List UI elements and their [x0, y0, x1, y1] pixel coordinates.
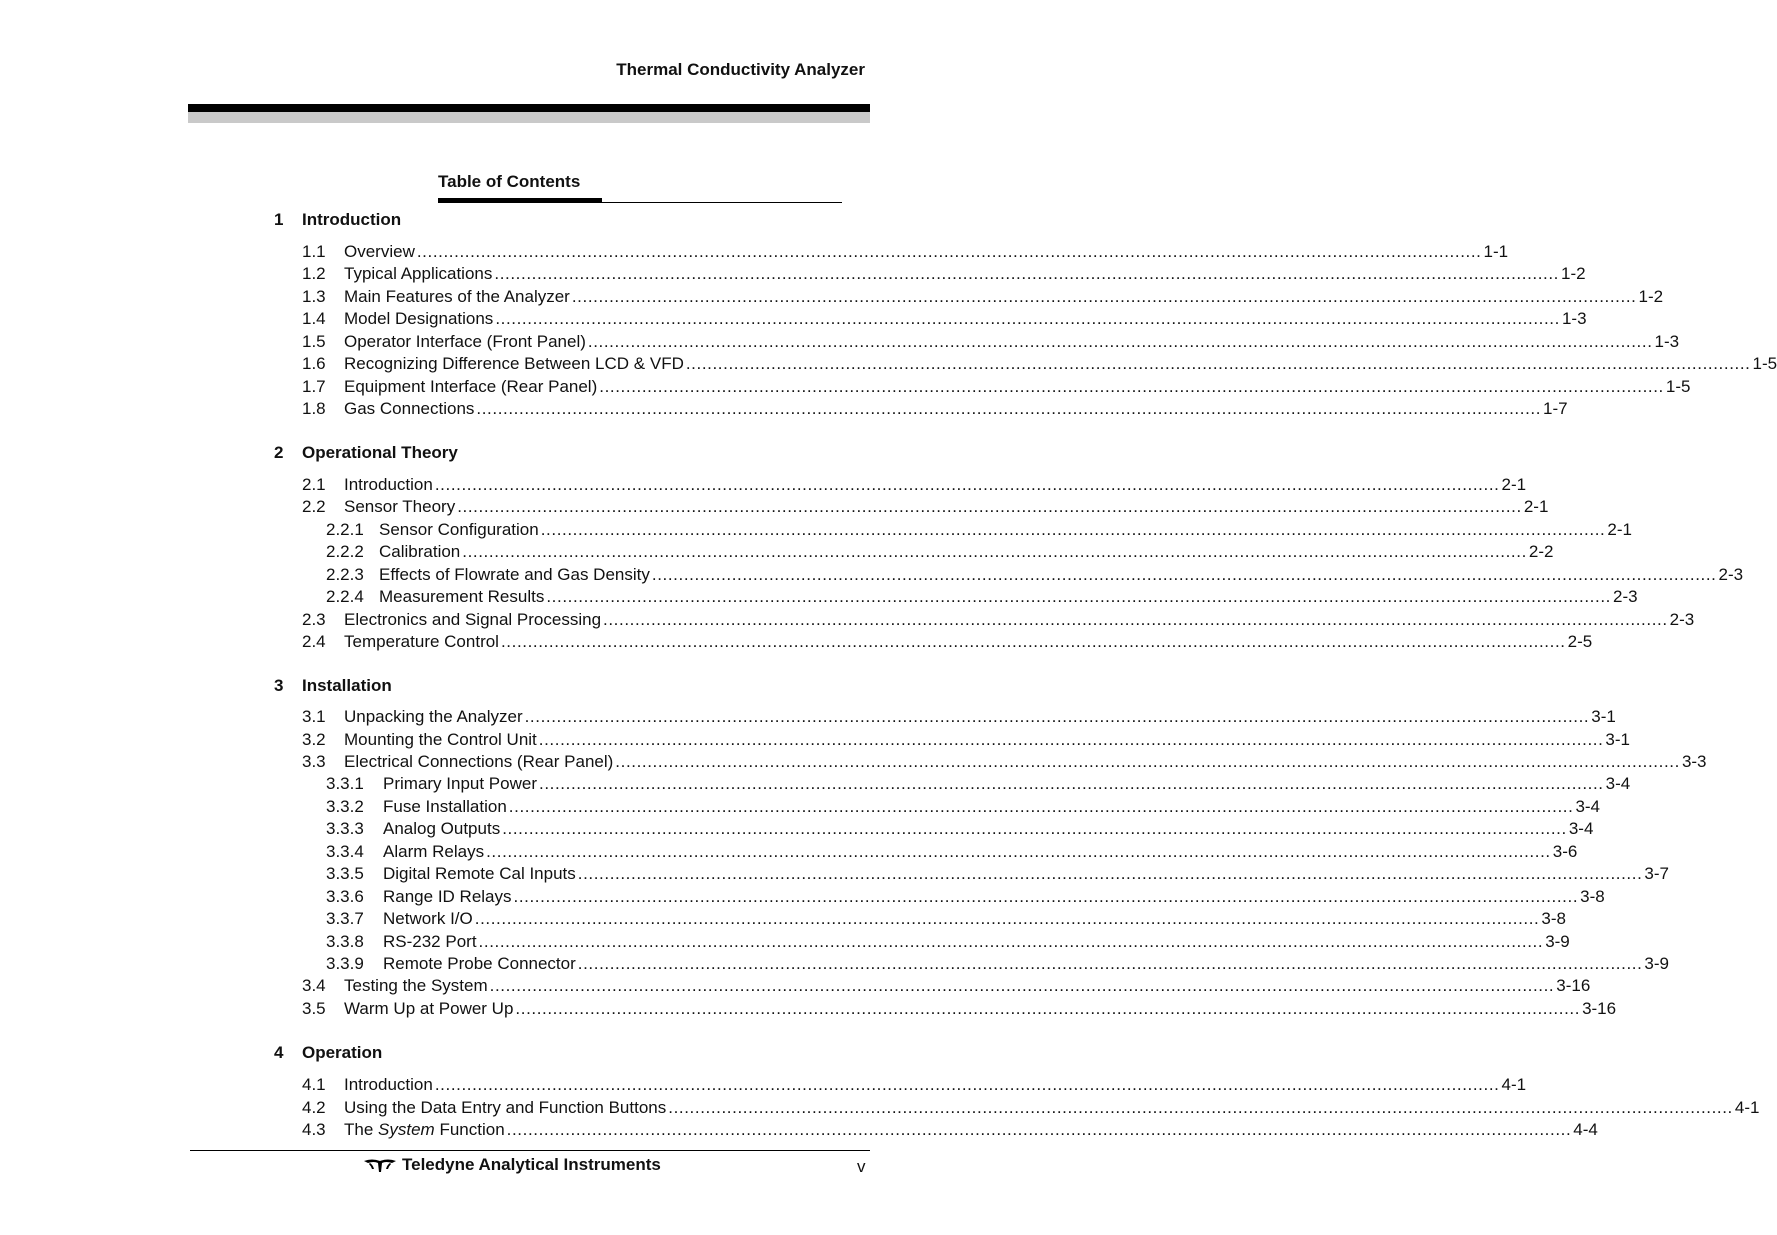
entry-title: Model Designations [344, 309, 494, 329]
entry-title: Gas Connections [344, 399, 475, 419]
dot-leader: ........................................................................................................................................................................................................ [434, 1075, 1500, 1094]
dot-leader: ........................................................................................................................................................................................................ [571, 286, 1637, 306]
entry-page-number: 3-4 [1605, 774, 1631, 794]
header-rule-gray [188, 112, 870, 123]
section-title: Operational Theory [302, 443, 458, 462]
entry-number: 3.3.8 [326, 931, 364, 951]
dot-leader: ........................................................................................................................................................................................................ [603, 609, 1668, 629]
toc-entry[interactable] [302, 1119, 1598, 1141]
entry-title: Primary Input Power [383, 774, 537, 794]
toc-entry[interactable] [302, 1097, 1760, 1119]
entry-page-number: 2-1 [1607, 519, 1632, 539]
entry-number: 3.3 [302, 751, 326, 771]
entry-title: Measurement Results [379, 587, 545, 607]
entry-title: Equipment Interface (Rear Panel) [344, 376, 598, 396]
dot-leader: ........................................................................................................................................................................................................ [495, 309, 1560, 329]
dot-leader: ........................................................................................................................................................................................................ [462, 542, 1527, 562]
toc-entry[interactable] [326, 886, 1605, 908]
entry-title: Operator Interface (Front Panel) [344, 331, 586, 351]
entry-number: 2.4 [302, 632, 326, 652]
entry-page-number: 3-4 [1575, 796, 1601, 816]
dot-leader: ........................................................................................................................................................................................................ [685, 354, 1751, 374]
dot-leader: ........................................................................................................................................................................................................ [587, 331, 1653, 351]
entry-page-number: 3-3 [1681, 751, 1707, 771]
entry-number: 2.2.3 [326, 564, 364, 584]
dot-leader: ........................................................................................................................................................................................................ [577, 864, 1643, 884]
toc-entry[interactable] [302, 609, 1695, 631]
footer-rule [190, 1150, 870, 1151]
entry-page-number: 1-1 [1483, 242, 1509, 261]
entry-number: 3.5 [302, 998, 326, 1018]
toc-entry[interactable] [302, 263, 1586, 285]
entry-number: 1.1 [302, 242, 326, 261]
dot-leader: ........................................................................................................................................................................................................ [506, 1119, 1572, 1139]
toc-entry[interactable] [302, 496, 1549, 518]
entry-page-number: 2-5 [1567, 632, 1593, 652]
entry-number: 1.2 [302, 264, 326, 284]
entry-title: Overview [344, 242, 415, 261]
section-number: 2 [274, 443, 284, 462]
entry-title: Digital Remote Cal Inputs [383, 864, 576, 884]
dot-leader: ........................................................................................................................................................................................................ [524, 707, 1590, 726]
toc-entry[interactable] [302, 308, 1587, 330]
entry-page-number: 3-8 [1580, 886, 1605, 906]
dot-leader: ........................................................................................................................................................................................................ [476, 399, 1542, 419]
entry-title: Warm Up at Power Up [344, 998, 514, 1018]
dot-leader: ........................................................................................................................................................................................................ [457, 497, 1522, 517]
dot-leader: ........................................................................................................................................................................................................ [489, 976, 1555, 996]
entry-page-number: 1-2 [1638, 286, 1664, 306]
teledyne-logo-icon [362, 1157, 398, 1173]
entry-page-number: 2-2 [1528, 542, 1554, 562]
entry-page-number: 3-16 [1582, 998, 1617, 1018]
entry-number: 2.2.2 [326, 542, 364, 562]
toc-entry[interactable] [326, 841, 1578, 863]
entry-number: 2.1 [302, 475, 326, 494]
toc-entry[interactable] [326, 818, 1594, 840]
section-heading [274, 443, 458, 463]
section-title: Installation [302, 676, 392, 695]
entry-page-number: 3-8 [1541, 909, 1566, 928]
entry-title [344, 1119, 505, 1141]
dot-leader: ........................................................................................................................................................................................................ [513, 886, 1579, 906]
entry-page-number: 3-4 [1568, 819, 1594, 839]
section-number: 3 [274, 676, 284, 695]
entry-title: Recognizing Difference Between LCD & VFD [344, 354, 684, 374]
entry-title: Alarm Relays [383, 841, 485, 861]
toc-heading-underline [438, 198, 602, 203]
entry-title: Testing the System [344, 976, 488, 996]
toc-entry[interactable] [302, 331, 1680, 353]
toc-entry[interactable] [326, 953, 1669, 975]
toc-entry[interactable] [302, 1074, 1527, 1096]
entry-number: 1.7 [302, 376, 326, 396]
entry-title: Using the Data Entry and Function Buttons [344, 1097, 667, 1117]
dot-leader: ........................................................................................................................................................................................................ [500, 632, 1566, 652]
section-title: Introduction [302, 210, 402, 229]
dot-leader: ........................................................................................................................................................................................................ [546, 587, 1611, 607]
entry-number: 4.3 [302, 1119, 326, 1139]
entry-title-part: The [344, 1119, 379, 1139]
footer-brand [362, 1155, 661, 1175]
entry-page-number: 4-4 [1573, 1119, 1598, 1139]
footer-brand-label: Teledyne Analytical Instruments [402, 1155, 661, 1174]
entry-page-number: 3-9 [1644, 954, 1669, 973]
section-title: Operation [302, 1043, 383, 1062]
entry-title: Analog Outputs [383, 819, 501, 839]
entry-number: 2.3 [302, 609, 326, 629]
entry-title: Electronics and Signal Processing [344, 609, 602, 629]
toc-entry[interactable] [302, 474, 1527, 496]
entry-page-number: 4-1 [1734, 1097, 1760, 1117]
dot-leader: ........................................................................................................................................................................................................ [494, 264, 1560, 284]
entry-number: 3.1 [302, 707, 326, 726]
dot-leader: ........................................................................................................................................................................................................ [599, 376, 1664, 396]
toc-entry[interactable] [302, 751, 1707, 773]
entry-number: 1.5 [302, 331, 326, 351]
entry-title: Introduction [344, 1075, 433, 1094]
dot-leader: ........................................................................................................................................................................................................ [508, 796, 1574, 816]
entry-title: Typical Applications [344, 264, 493, 284]
entry-title: Unpacking the Analyzer [344, 707, 523, 726]
entry-title: Electrical Connections (Rear Panel) [344, 751, 614, 771]
entry-title: Fuse Installation [383, 796, 507, 816]
dot-leader: ........................................................................................................................................................................................................ [538, 729, 1604, 749]
entry-number: 3.3.4 [326, 841, 364, 861]
dot-leader: ........................................................................................................................................................................................................ [539, 774, 1604, 794]
entry-number: 2.2 [302, 497, 326, 517]
toc-entry[interactable] [302, 286, 1664, 308]
entry-number: 2.2.4 [326, 587, 364, 607]
toc-entry[interactable] [302, 706, 1616, 728]
dot-leader: ........................................................................................................................................................................................................ [474, 909, 1540, 928]
dot-leader: ........................................................................................................................................................................................................ [577, 954, 1643, 973]
entry-page-number: 3-6 [1552, 841, 1578, 861]
toc-entry[interactable] [326, 541, 1554, 563]
entry-title: Main Features of the Analyzer [344, 286, 570, 306]
entry-number: 4.2 [302, 1097, 326, 1117]
section-number: 1 [274, 210, 284, 229]
section-heading [274, 676, 392, 696]
entry-page-number: 1-2 [1561, 264, 1586, 284]
entry-number: 3.3.1 [326, 774, 364, 794]
entry-page-number: 1-7 [1543, 399, 1568, 419]
entry-page-number: 2-3 [1669, 609, 1695, 629]
toc-entry[interactable] [326, 931, 1570, 953]
toc-entry[interactable] [302, 975, 1591, 997]
entry-page-number: 3-7 [1644, 864, 1669, 884]
dot-leader: ........................................................................................................................................................................................................ [502, 819, 1567, 839]
dot-leader: ........................................................................................................................................................................................................ [434, 475, 1500, 494]
toc-entry[interactable] [326, 908, 1566, 930]
dot-leader: ........................................................................................................................................................................................................ [651, 564, 1717, 584]
entry-title: Remote Probe Connector [383, 954, 576, 973]
dot-leader: ........................................................................................................................................................................................................ [540, 519, 1606, 539]
toc-entry[interactable] [302, 729, 1630, 751]
entry-number: 1.6 [302, 354, 326, 374]
entry-page-number: 2-3 [1718, 564, 1744, 584]
entry-title: Sensor Configuration [379, 519, 539, 539]
page-number: v [857, 1157, 866, 1176]
dot-leader: ........................................................................................................................................................................................................ [486, 841, 1551, 861]
dot-leader: ........................................................................................................................................................................................................ [515, 998, 1581, 1018]
entry-number: 3.3.3 [326, 819, 364, 839]
entry-title-part: Function [434, 1119, 505, 1139]
entry-number: 3.2 [302, 729, 326, 749]
toc-entry[interactable] [326, 564, 1744, 586]
dot-leader: ........................................................................................................................................................................................................ [478, 931, 1544, 951]
entry-page-number: 3-1 [1605, 729, 1630, 749]
entry-number: 2.2.1 [326, 519, 364, 539]
entry-page-number: 1-3 [1654, 331, 1680, 351]
toc-entry[interactable] [302, 398, 1568, 420]
entry-page-number: 2-3 [1612, 587, 1638, 607]
entry-page-number: 2-1 [1501, 475, 1527, 494]
entry-number: 3.4 [302, 976, 326, 996]
entry-page-number: 4-1 [1501, 1075, 1527, 1094]
entry-page-number: 3-16 [1556, 976, 1591, 996]
header-rule-black [188, 104, 870, 112]
entry-number: 3.3.6 [326, 886, 364, 906]
entry-number: 3.3.9 [326, 954, 364, 973]
entry-number: 1.8 [302, 399, 326, 419]
section-number: 4 [274, 1043, 284, 1062]
toc-entry[interactable] [326, 796, 1601, 818]
entry-page-number: 1-3 [1561, 309, 1587, 329]
entry-number: 1.3 [302, 286, 326, 306]
entry-number: 3.3.2 [326, 796, 364, 816]
entry-number: 4.1 [302, 1075, 326, 1094]
entry-title: Calibration [379, 542, 461, 562]
entry-title: Range ID Relays [383, 886, 512, 906]
toc-heading: Table of Contents [438, 172, 581, 191]
entry-title: RS-232 Port [383, 931, 477, 951]
toc-entry[interactable] [326, 773, 1631, 795]
section-heading [274, 210, 401, 230]
entry-page-number: 2-1 [1523, 497, 1549, 517]
entry-page-number: 3-9 [1545, 931, 1570, 951]
entry-title: Introduction [344, 475, 433, 494]
dot-leader: ........................................................................................................................................................................................................ [668, 1097, 1733, 1117]
entry-title: Temperature Control [344, 632, 499, 652]
entry-page-number: 1-5 [1752, 354, 1777, 374]
section-heading [274, 1043, 382, 1063]
toc-entry[interactable] [302, 376, 1691, 398]
entry-number: 1.4 [302, 309, 326, 329]
toc-entry[interactable] [326, 863, 1669, 885]
dot-leader: ........................................................................................................................................................................................................ [615, 751, 1680, 771]
toc-entry[interactable] [302, 631, 1593, 653]
entry-number: 3.3.5 [326, 864, 364, 884]
toc-entry[interactable] [326, 519, 1632, 541]
entry-title: Network I/O [383, 909, 473, 928]
toc-entry[interactable] [326, 586, 1638, 608]
entry-title: Mounting the Control Unit [344, 729, 537, 749]
entry-page-number: 3-1 [1591, 707, 1616, 726]
entry-page-number: 1-5 [1665, 376, 1691, 396]
entry-number: 3.3.7 [326, 909, 364, 928]
entry-title: Effects of Flowrate and Gas Density [379, 564, 650, 584]
toc-entry[interactable] [302, 241, 1509, 263]
toc-entry[interactable] [302, 353, 1777, 375]
toc-heading-rule [602, 202, 842, 203]
entry-title-emphasis: System [378, 1119, 435, 1139]
dot-leader: ........................................................................................................................................................................................................ [416, 242, 1482, 261]
running-header-title: Thermal Conductivity Analyzer [616, 60, 865, 79]
entry-title: Sensor Theory [344, 497, 456, 517]
toc-entry[interactable] [302, 998, 1617, 1020]
